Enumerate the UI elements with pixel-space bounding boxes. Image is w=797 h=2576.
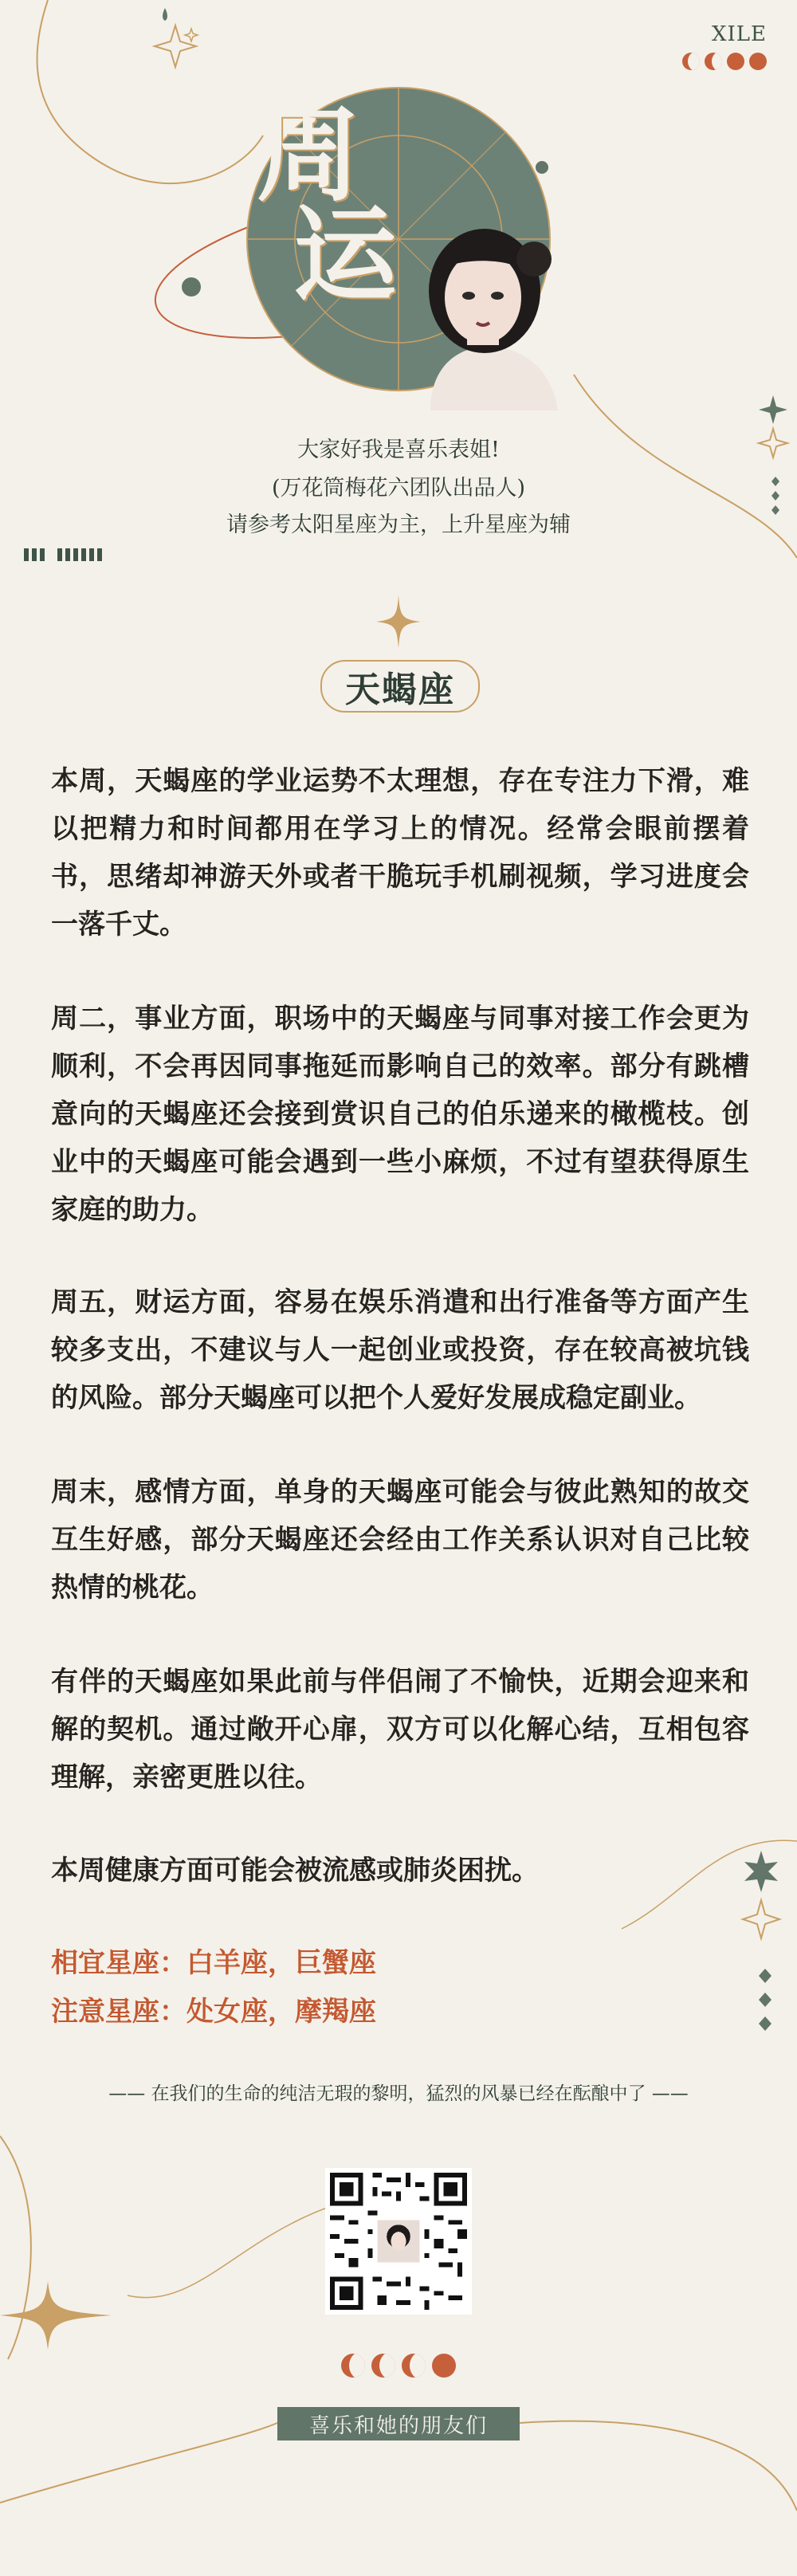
title-char-yun: 运 xyxy=(293,194,398,316)
moon-icon xyxy=(727,53,744,70)
caution-signs: 注意星座：处女座，摩羯座 xyxy=(51,1996,376,2028)
moon-phases-top xyxy=(682,53,767,70)
moon-icon xyxy=(432,2354,456,2378)
sparkle-icon xyxy=(753,391,793,486)
forecast-paragraph: 周末，感情方面，单身的天蝎座可能会与彼此熟知的故交互生好感，部分天蝎座还会经由工作关系认识对自己比较热情的桃花。 xyxy=(51,1476,749,1604)
moon-icon xyxy=(341,2354,365,2378)
forecast-paragraph: 本周，天蝎座的学业运势不太理想，存在专注力下滑，难以把精力和时间都用在学习上的情况。经常会眼前摆着书，思绪却神游天外或者干脆玩手机刷视频，学习进度会一落千丈。 xyxy=(51,765,749,940)
forecast-paragraph: 有伴的天蝎座如果此前与伴侣闹了不愉快，近期会迎来和解的契机。通过敞开心扉，双方可以化解心结，互相包容理解，亲密更胜以往。 xyxy=(51,1666,749,1793)
moon-icon xyxy=(371,2354,395,2378)
moon-icon xyxy=(705,53,722,70)
quote-line: —— 在我们的生命的纯洁无瑕的黎明，猛烈的风暴已经在酝酿中了 —— xyxy=(108,2083,689,2104)
sign-title-badge xyxy=(320,660,480,713)
forecast-paragraph: 周二，事业方面，职场中的天蝎座与同事对接工作会更为顺利，不会再因同事拖延而影响自己的效率。部分有跳槽意向的天蝎座还会接到赏识自己的伯乐递来的橄榄枝。创业中的天蝎座可能会遇到一些小麻烦，不过有望获得原生家庭的助力。 xyxy=(51,1003,749,1226)
star-icon xyxy=(143,22,207,70)
avatar-illustration xyxy=(398,203,574,410)
diamond-icon xyxy=(770,477,781,516)
moon-icon xyxy=(749,53,767,70)
sparkle-icon xyxy=(0,2280,120,2351)
drop-icon xyxy=(159,6,171,22)
decorative-bars xyxy=(24,548,102,561)
qr-code[interactable] xyxy=(325,2168,472,2315)
footer-label: 喜乐和她的朋友们 xyxy=(277,2407,520,2441)
star-icon xyxy=(733,1848,789,1951)
diamond-icon xyxy=(757,1969,773,2032)
intro-line: 请参考太阳星座为主，上升星座为辅 xyxy=(226,512,571,537)
forecast-paragraph: 周五，财运方面，容易在娱乐消遣和出行准备等方面产生较多支出，不建议与人一起创业或投资，存在较高被坑钱的风险。部分天蝎座可以把个人爱好发展成稳定副业。 xyxy=(51,1286,749,1414)
forecast-paragraph: 本周健康方面可能会被流感或肺炎困扰。 xyxy=(51,1855,539,1887)
moon-icon xyxy=(402,2354,426,2378)
sparkle-icon xyxy=(375,594,422,650)
intro-line: (万花筒梅花六团队出品人) xyxy=(271,476,526,501)
title-char-zhou: 周 xyxy=(257,94,361,216)
moon-phases-bottom xyxy=(341,2354,456,2378)
brand-logo: XILE xyxy=(711,22,767,46)
sign-title: 天蝎座 xyxy=(345,670,455,710)
intro-line: 大家好我是喜乐表姐! xyxy=(297,438,500,462)
compatible-signs: 相宜星座：白羊座，巨蟹座 xyxy=(51,1947,376,1979)
moon-icon xyxy=(682,53,700,70)
